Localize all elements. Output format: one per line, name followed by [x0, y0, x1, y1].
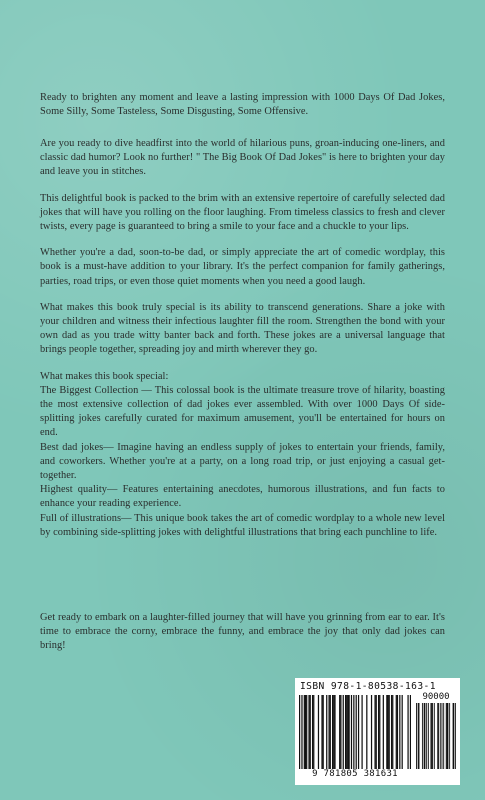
isbn-barcode — [295, 678, 460, 785]
barcode-addon-digits: 90000 — [422, 692, 450, 702]
barcode-main-bars — [299, 695, 411, 769]
paragraph-4: What makes this book truly special is its ability to transcend generations. Share a joke with your children and witness their infectious laughter fill the room. Strengthen the bond with your own dad as you trade witty banter back and forth. These jokes are a universal language that brings people together, spreading joy and mirth wherever they go. — [40, 301, 445, 356]
barcode-addon-bars — [416, 703, 456, 769]
intro-paragraph: Ready to brighten any moment and leave a lasting impression with 1000 Days Of Dad Jokes, Some Silly, Some Tasteless, Some Disgusting, Some Offensive. — [40, 92, 445, 118]
special-item-illustrations: Full of illustrations— This unique book takes the art of comedic wordplay to a whole new level by combining side-splitting jokes with delightful illustrations that bring each punchline to life. — [40, 512, 445, 538]
special-item-best-jokes: Best dad jokes— Imagine having an endless supply of jokes to entertain your friends, family, and coworkers. Whether you're at a party, on a long road trip, or just enjoying a casual get-together. — [40, 441, 445, 482]
description-body — [40, 137, 445, 540]
closing-paragraph: Get ready to embark on a laughter-filled journey that will have you grinning from ear to ear. It's time to embrace the corny, embrace the funny, and embrace the joy that only dad jokes can bring! — [40, 612, 445, 652]
isbn-label: ISBN 978-1-80538-163-1 — [300, 681, 436, 692]
barcode-ean-digits: 9 781805 381631 — [312, 769, 398, 779]
paragraph-2: This delightful book is packed to the brim with an extensive repertoire of carefully selected dad jokes that will have you rolling on the floor laughing. From timeless classics to fresh and clever twists, every page is guaranteed to bring a smile to your face and a chuckle to your lips. — [40, 192, 445, 233]
special-section — [40, 370, 445, 540]
paragraph-3: Whether you're a dad, soon-to-be dad, or simply appreciate the art of comedic wordplay, this book is a must-have addition to your library. It's the perfect companion for family gatherings, parties, road trips, or even those quiet moments when you need a good laugh. — [40, 247, 445, 287]
special-item-collection: The Biggest Collection — This colossal book is the ultimate treasure trove of hilarity, boasting the most extensive collection of dad jokes ever assembled. With over 1000 Days Of side-splitting jokes carefully curated for maximum amusement, you'll be entertained for hours on end. — [40, 384, 445, 439]
special-heading: What makes this book special: — [40, 370, 169, 382]
special-item-quality: Highest quality— Features entertaining anecdotes, humorous illustrations, and fun facts to enhance your reading experience. — [40, 484, 445, 510]
paragraph-1: Are you ready to dive headfirst into the world of hilarious puns, groan-inducing one-liners, and classic dad humor? Look no further! " The Big Book Of Dad Jokes" is here to brighten your day and leave you in stitches. — [40, 138, 445, 178]
